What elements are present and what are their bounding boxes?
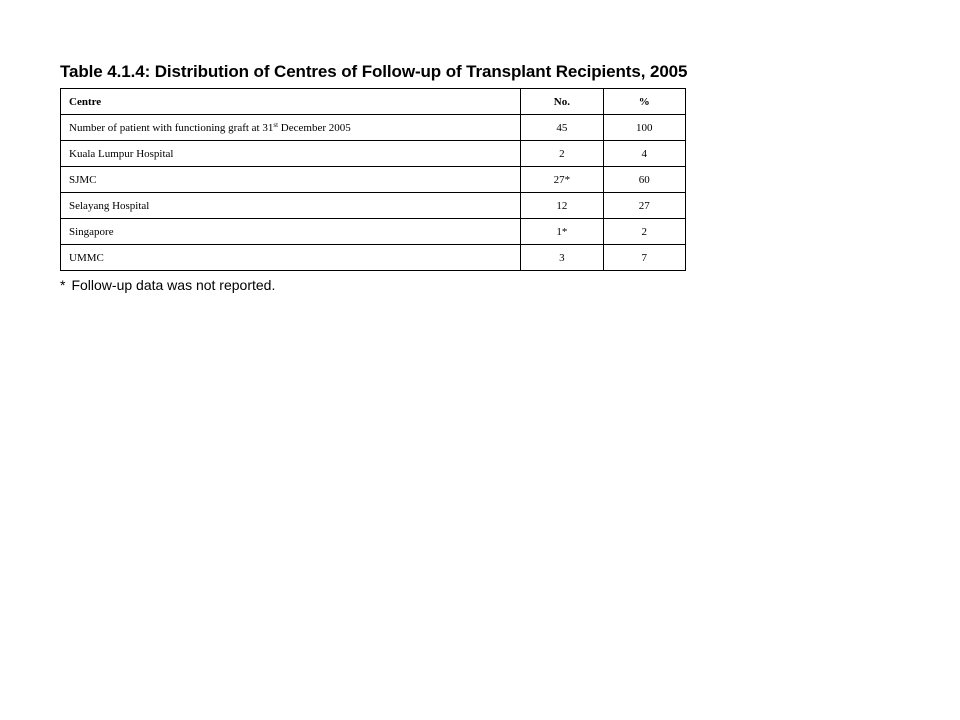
percent-cell: 2 [603, 219, 685, 245]
percent-cell: 4 [603, 141, 685, 167]
centre-cell: Singapore [61, 219, 521, 245]
table-row [61, 193, 686, 219]
percent-cell: 60 [603, 167, 685, 193]
column-header-percent: % [603, 89, 685, 115]
centre-cell: Selayang Hospital [61, 193, 521, 219]
ordinal-superscript: st [273, 120, 279, 129]
centre-cell: SJMC [61, 167, 521, 193]
footnote-marker: * [60, 277, 66, 293]
percent-cell: 27 [603, 193, 685, 219]
table-row [61, 141, 686, 167]
no-cell: 2 [521, 141, 603, 167]
percent-cell: 100 [603, 115, 685, 141]
table-row [61, 245, 686, 271]
centre-label-text: Number of patient with functioning graft at 31 [69, 121, 274, 134]
distribution-table [60, 88, 686, 271]
centre-cell [61, 115, 521, 141]
table-header-row [61, 89, 686, 115]
no-cell: 3 [521, 245, 603, 271]
no-cell: 45 [521, 115, 603, 141]
centre-cell: UMMC [61, 245, 521, 271]
no-cell: 12 [521, 193, 603, 219]
table-row [61, 219, 686, 245]
no-cell: 27* [521, 167, 603, 193]
no-cell: 1* [521, 219, 603, 245]
footnote [60, 275, 275, 295]
column-header-no: No. [521, 89, 603, 115]
centre-cell: Kuala Lumpur Hospital [61, 141, 521, 167]
footnote-text: Follow-up data was not reported. [71, 277, 276, 293]
centre-label-text-end: December 2005 [278, 121, 351, 134]
column-header-centre: Centre [61, 89, 521, 115]
table-title: Table 4.1.4: Distribution of Centres of Follow-up of Transplant Recipients, 2005 [60, 62, 688, 81]
percent-cell: 7 [603, 245, 685, 271]
table-row [61, 167, 686, 193]
table-row [61, 115, 686, 141]
